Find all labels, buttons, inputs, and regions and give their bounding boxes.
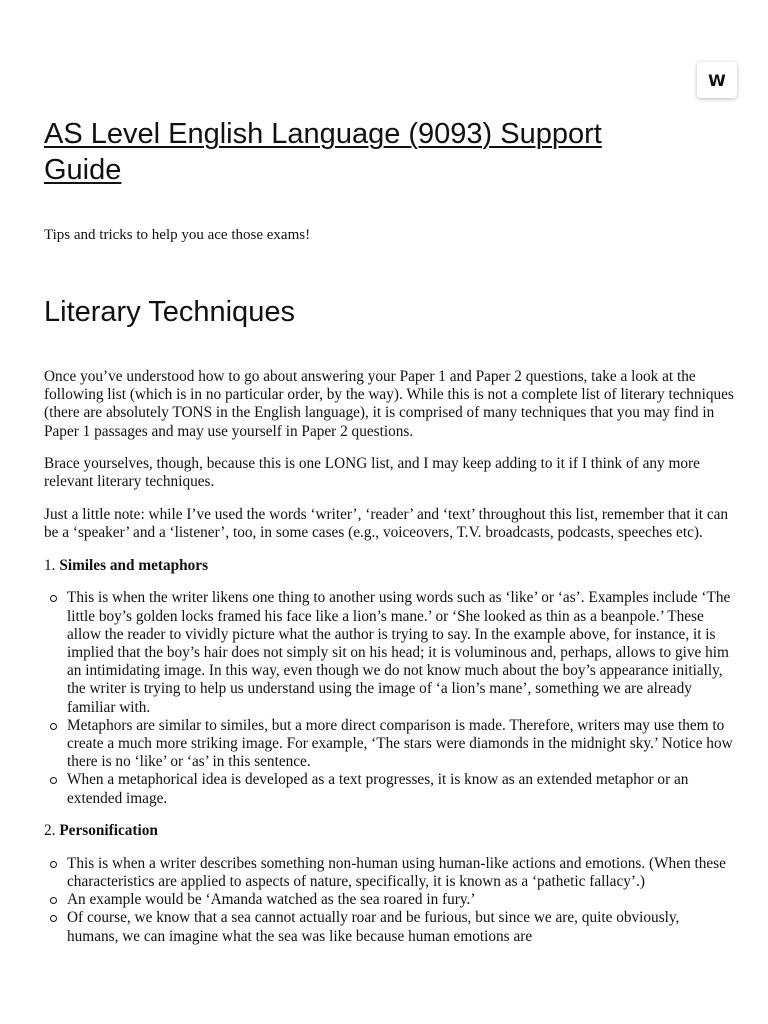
list-item: Metaphors are similar to similes, but a more direct comparison is made. Therefore, writers may use them to create a much more striking image. For example, ‘The stars were diamonds in the midnight sky.’ Notice how there is no ‘like’ or ‘as’ in this sentence.	[67, 716, 733, 771]
intro-paragraph-1: Once you’ve understood how to go about answering your Paper 1 and Paper 2 questions, take a look at the following list (which is in no particular order, by the way). While this is not a complete list of literary techniques (there are absolutely TONS in the English language), it is comprised of many techniques that you may find in Paper 1 passages and may use yourself in Paper 2 questions.	[44, 368, 734, 440]
list-item: Of course, we know that a sea cannot actually roar and be furious, but since we are, quite obviously, humans, we can imagine what the sea was like because human emotions are	[67, 909, 734, 945]
section-heading: Literary Techniques	[44, 296, 295, 328]
technique-number: 1.	[44, 556, 56, 574]
list-item: This is when the writer likens one thing to another using words such as ‘like’ or ‘as’. Examples include ‘The little boy’s golden locks framed his face like a lion’s mane.’ or ‘She looked as thin as a beanpole.’ These allow the reader to vividly picture what the author is trying to say. In the example above, for instance, it is implied that the boy’s hair does not simply sit on his head; it is voluminous and, perhaps, allows to give him an intimidating image. In this way, even though we do not know much about the boy’s appearance initially, the writer is trying to help us understand using the image of ‘a lion’s mane’, something we are already familiar with.	[67, 589, 734, 716]
list-item: This is when a writer describes something non-human using human-like actions and emotions. (When these characteristics are applied to aspects of nature, specifically, it is known as a ‘pathetic fallacy’.)	[67, 855, 734, 891]
technique-number: 2.	[44, 822, 56, 840]
technique-name: Similes and metaphors	[59, 556, 209, 574]
list-item: When a metaphorical idea is developed as a text progresses, it is know as an extended metaphor or an extended image.	[67, 771, 734, 807]
section-body	[44, 368, 734, 960]
page-title: AS Level English Language (9093) Support Guide	[44, 118, 602, 186]
technique-name: Personification	[59, 822, 158, 840]
intro-paragraph-2: Brace yourselves, though, because this is one LONG list, and I may keep adding to it if I think of any more relevant literary techniques.	[44, 455, 700, 491]
page-subtitle: Tips and tricks to help you ace those exams!	[44, 227, 311, 243]
technique-2-list	[44, 855, 734, 946]
technique-heading-2	[44, 822, 734, 840]
wattpad-logo-button[interactable]	[697, 62, 737, 98]
wattpad-logo-icon: W	[708, 70, 723, 90]
technique-heading-1	[44, 557, 734, 575]
technique-1-list	[44, 589, 734, 807]
list-item: An example would be ‘Amanda watched as the sea roared in fury.’	[67, 891, 734, 909]
intro-paragraph-3: Just a little note: while I’ve used the words ‘writer’, ‘reader’ and ‘text’ throughout this list, remember that it can be a ‘speaker’ and a ‘listener’, too, in some cases (e.g., voiceovers, T.V. broadcasts, podcasts, speeches etc).	[44, 506, 729, 542]
